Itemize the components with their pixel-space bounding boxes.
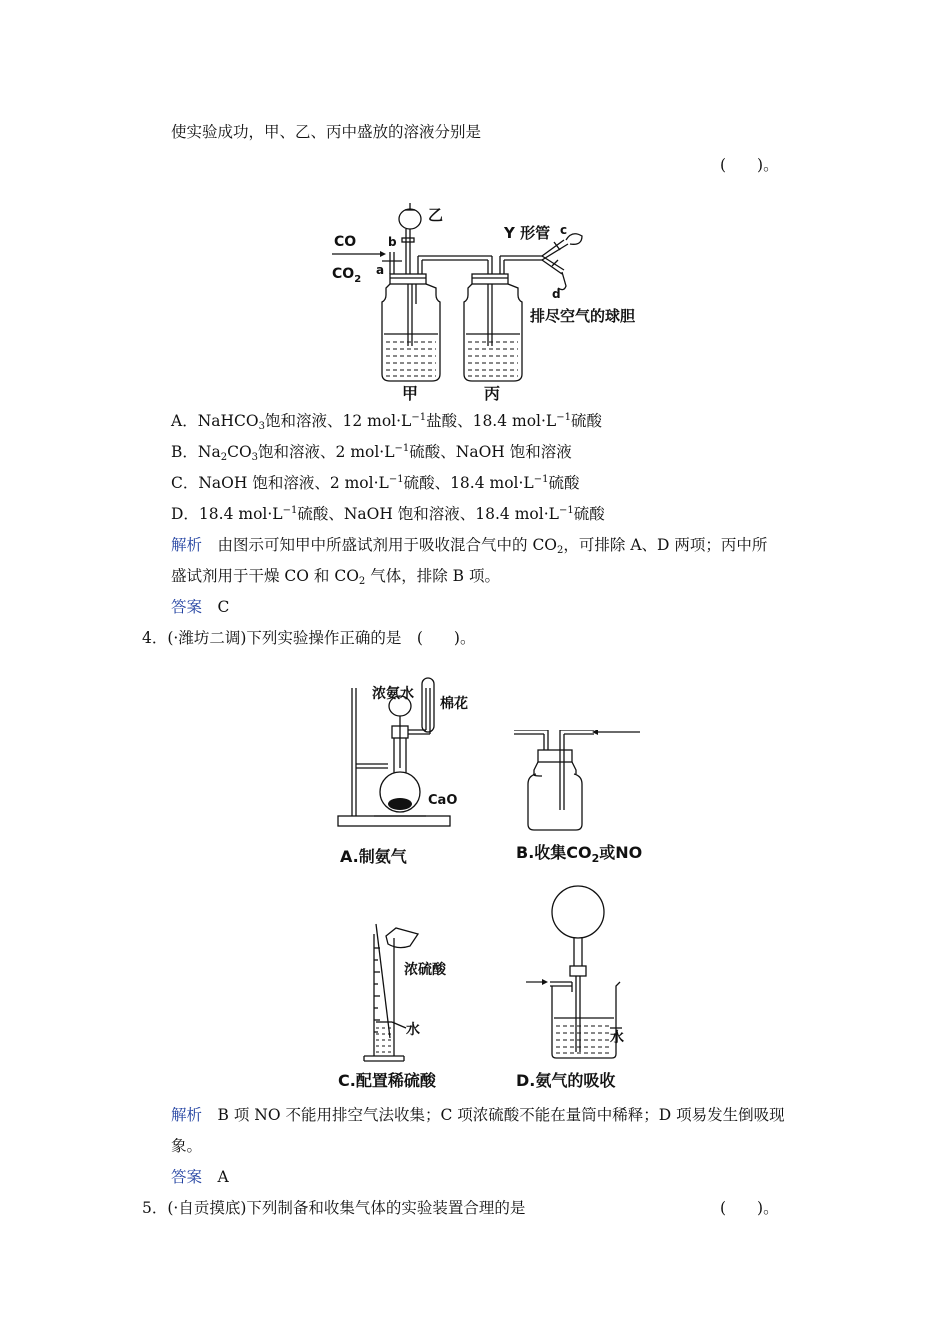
q4-figure-c [334,918,484,1094]
q3-label-a: a [376,263,385,277]
q3-label-co2: $CO_2$ [332,266,362,285]
q3-stem-tail: 使实验成功，甲、乙、丙中盛放的溶液分别是 [171,123,482,141]
q3-label-bing: 丙 [484,384,501,403]
q3-answer-value: C [217,598,230,616]
q3-label-bulb: 排尽空气的球胆 [530,307,636,325]
q3-apparatus-figure [320,196,670,406]
q4-analysis-line1: 解析 B 项 NO 不能用排空气法收集；C 项浓硫酸不能在量筒中稀释；D 项易发生倒吸现 [171,1106,785,1124]
q4-answer-value: A [217,1168,229,1186]
q3-label-ytube: Y 形管 [504,224,551,242]
q4-stem: 4．(·潍坊二调)下列实验操作正确的是 ( )。 [142,629,476,647]
q4-c-caption: C.配置稀硫酸 [338,1071,436,1090]
q3-label-d: d [552,287,561,301]
q4-b-caption: B.收集$CO_2$或NO [516,843,643,865]
q3-answer-blank: ( )。 [720,156,779,174]
q4-a-label-ammonia: 浓氨水 [372,686,414,702]
q5-answer-blank: ( )。 [720,1199,779,1217]
q4-a-label-cotton: 棉花 [440,696,468,712]
q4-c-label-water: 水 [406,1022,420,1038]
q3-label-c: c [560,223,568,237]
q4-d-label-water: 水 [610,1030,624,1046]
q3-answer-label: 答案 [171,598,203,616]
q3-option-c: C．NaOH 饱和溶液、2 $mol\cdot L^{-1}$硫酸、18.4 $mol\cdot L^{-1}$硫酸 [171,474,580,492]
q3-label-b: b [388,235,397,249]
q4-a-label-cao: CaO [428,793,458,808]
q4-analysis-label: 解析 [171,1106,203,1124]
q3-label-jia: 甲 [402,384,419,403]
q4-figure-b [510,730,670,870]
q3-analysis-line2: 盛试剂用于干燥 CO 和 $CO_2$ 气体，排除 B 项。 [171,567,500,587]
q3-answer [171,597,229,617]
q4-c-label-acid: 浓硫酸 [404,962,446,978]
q3-option-b: B．$Na_2CO_3$饱和溶液、2 $mol\cdot L^{-1}$硫酸、NaOH 饱和溶液 [171,443,572,463]
q5-stem: 5．(·自贡摸底)下列制备和收集气体的实验装置合理的是 [142,1199,526,1217]
q3-label-co: CO [334,234,357,250]
q4-answer-label: 答案 [171,1168,203,1186]
q4-answer [171,1167,229,1187]
q3-analysis-line1: 解析 由图示可知甲中所盛试剂用于吸收混合气中的 $CO_2$，可排除 A、D 两项；丙中所 [171,536,768,556]
q4-figure-d [512,882,672,1094]
q4-analysis-line2: 象。 [171,1137,203,1155]
q4-d-caption: D.氨气的吸收 [516,1071,616,1090]
q3-label-yi: 乙 [428,206,444,224]
q3-analysis-label: 解析 [171,536,203,554]
q3-option-d: D．18.4 $mol\cdot L^{-1}$硫酸、NaOH 饱和溶液、18.4 $mol\cdot L^{-1}$硫酸 [171,505,605,523]
q4-figure-a [330,668,490,868]
q3-option-a: A．NaHCO$_3$饱和溶液、12 $mol\cdot L^{-1}$盐酸、18.4 $mol\cdot L^{-1}$硫酸 [171,412,602,432]
q4-a-caption: A.制氨气 [340,847,407,866]
